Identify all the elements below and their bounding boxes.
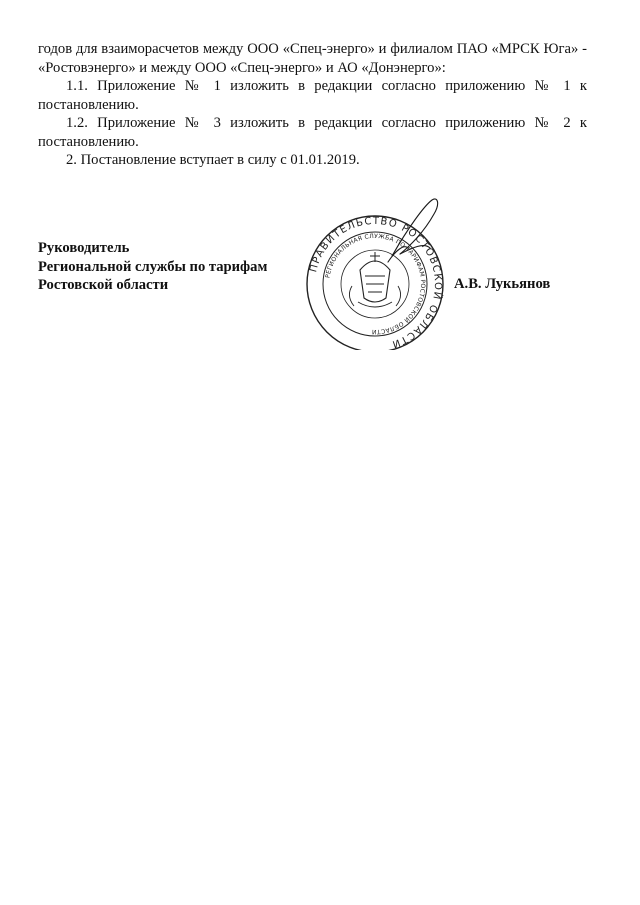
signer-name: А.В. Лукьянов: [454, 276, 551, 292]
signer-title: Руководитель: [38, 240, 130, 256]
official-seal: [300, 190, 450, 350]
svg-text:ПРАВИТЕЛЬСТВО РОСТОВСКОЙ ОБЛАС: ПРАВИТЕЛЬСТВО РОСТОВСКОЙ ОБЛАСТИ: [308, 215, 444, 350]
paragraph-item-1-1: 1.1. Приложение № 1 изложить в редакции согласно приложению № 1 к постановлению.: [38, 78, 587, 113]
svg-text:РЕГИОНАЛЬНАЯ СЛУЖБА ПО ТАРИФАМ: РЕГИОНАЛЬНАЯ СЛУЖБА ПО ТАРИФАМ РОСТОВСКОЙ ОБЛАСТИ: [324, 232, 427, 336]
paragraph-continuation: годов для взаиморасчетов между ООО «Спец-энерго» и филиалом ПАО «МРСК Юга» - «Ростовэнерго» и между ООО «Спец-энерго» и АО «Донэнерго»:: [38, 41, 587, 76]
paragraph-item-1-2: 1.2. Приложение № 3 изложить в редакции согласно приложению № 2 к постановлению.: [38, 115, 587, 150]
signer-position: [38, 239, 267, 295]
signer-organization: Региональной службы по тарифам: [38, 258, 268, 275]
paragraph-item-2: 2. Постановление вступает в силу с 01.01.2019.: [66, 152, 360, 168]
signer-region: Ростовской области: [38, 277, 169, 293]
body-text: [38, 40, 587, 170]
